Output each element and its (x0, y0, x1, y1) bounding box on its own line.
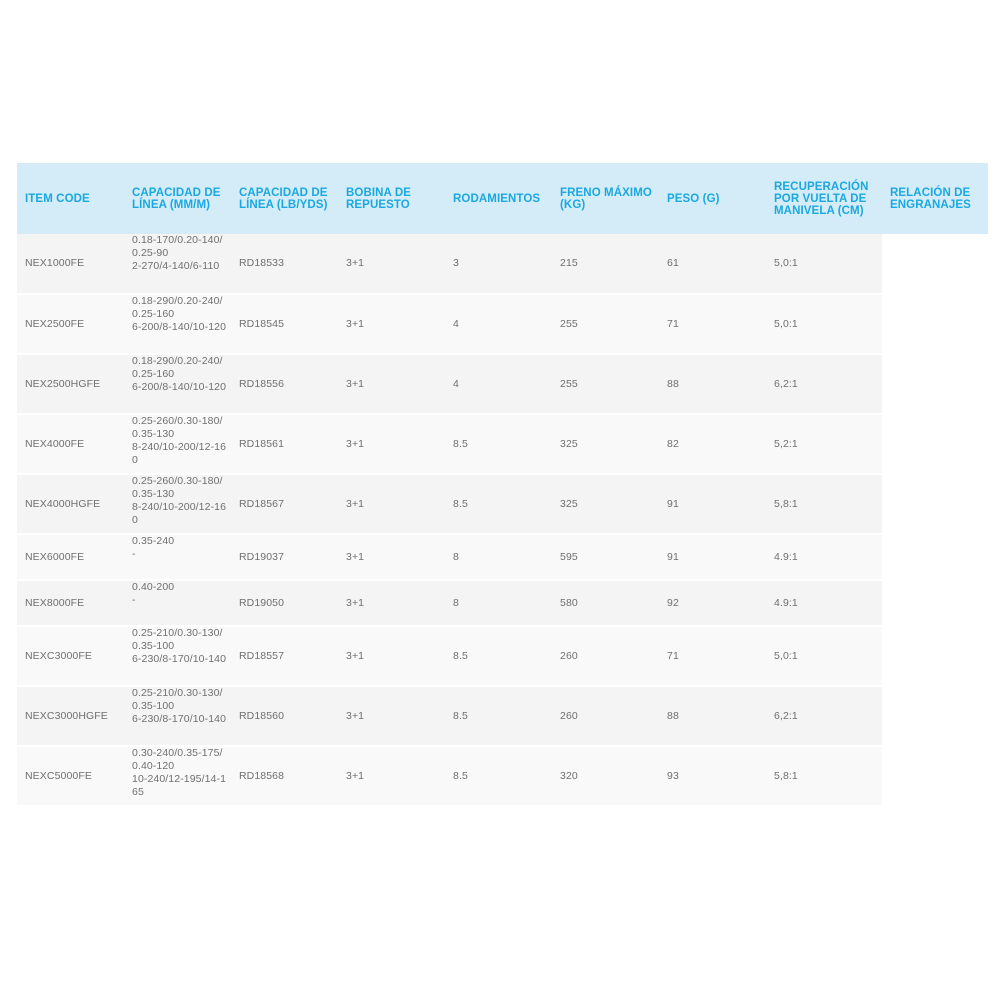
cell-bearings: 3+1 (346, 377, 365, 390)
cell-bearings: 3+1 (346, 497, 365, 510)
cell-spare-spool: RD18568 (239, 769, 285, 782)
cell-item-code: NEXC5000FE (25, 769, 92, 782)
cell-line-capacity-lb: - (132, 594, 136, 606)
cell-line-capacity-lb: 6-230/8-170/10-140 (132, 653, 227, 665)
cell-retrieve: 82 (667, 437, 679, 450)
cell-max-drag: 8.5 (453, 709, 468, 722)
cell-bearings: 3+1 (346, 257, 365, 269)
cell-weight: 260 (560, 649, 578, 662)
cell-gear-ratio: 4.9:1 (774, 550, 798, 563)
table-row (17, 294, 988, 354)
cell-line-capacity-lb: 8-240/10-200/12-160 (132, 501, 227, 526)
table-row (17, 234, 988, 294)
cell-line-capacity-mm: 0.25-210/0.30-130/0.35-100 (132, 687, 223, 712)
cell-max-drag: 4 (453, 317, 459, 330)
cell-gear-ratio: 5,2:1 (774, 437, 798, 450)
cell-weight: 260 (560, 709, 578, 722)
cell-retrieve: 61 (667, 257, 679, 269)
specifications-table (17, 163, 988, 807)
cell-bearings: 3+1 (346, 550, 365, 563)
cell-max-drag: 8 (453, 550, 459, 563)
cell-bearings: 3+1 (346, 769, 365, 782)
cell-gear-ratio: 6,2:1 (774, 377, 798, 390)
header-line-capacity-mm: CAPACIDAD DE LÍNEA (MM/M) (132, 186, 221, 211)
cell-spare-spool: RD18567 (239, 497, 285, 510)
cell-item-code: NEX2500HGFE (25, 377, 101, 390)
cell-spare-spool: RD19050 (239, 596, 285, 609)
cell-max-drag: 4 (453, 377, 459, 390)
table-row (17, 746, 988, 806)
cell-max-drag: 3 (453, 257, 459, 269)
table-row (17, 626, 988, 686)
cell-retrieve: 92 (667, 596, 679, 609)
cell-spare-spool: RD18545 (239, 317, 285, 330)
cell-gear-ratio: 6,2:1 (774, 709, 798, 722)
header-item-code: ITEM CODE (25, 192, 90, 205)
cell-line-capacity-lb: 2-270/4-140/6-110 (132, 260, 220, 272)
table-row (17, 414, 988, 474)
cell-line-capacity-lb: 6-230/8-170/10-140 (132, 713, 227, 725)
cell-gear-ratio: 5,0:1 (774, 257, 798, 269)
cell-max-drag: 8 (453, 596, 459, 609)
cell-weight: 580 (560, 596, 578, 609)
cell-bearings: 3+1 (346, 596, 365, 609)
table-header-row (17, 163, 988, 234)
cell-line-capacity-mm: 0.30-240/0.35-175/0.40-120 (132, 747, 223, 772)
table-row (17, 474, 988, 534)
cell-line-capacity-mm: 0.25-260/0.30-180/0.35-130 (132, 415, 223, 440)
cell-gear-ratio: 5,8:1 (774, 769, 798, 782)
cell-weight: 595 (560, 550, 578, 563)
cell-spare-spool: RD18561 (239, 437, 285, 450)
cell-line-capacity-mm: 0.25-260/0.30-180/0.35-130 (132, 475, 223, 500)
cell-retrieve: 88 (667, 377, 679, 390)
cell-item-code: NEXC3000FE (25, 649, 92, 662)
cell-item-code: NEX4000FE (25, 437, 85, 450)
cell-spare-spool: RD18556 (239, 377, 285, 390)
header-max-drag: FRENO MÁXIMO (KG) (560, 186, 652, 211)
cell-max-drag: 8.5 (453, 437, 468, 450)
table-row (17, 580, 988, 626)
cell-weight: 325 (560, 437, 578, 450)
cell-line-capacity-mm: 0.40-200 (132, 581, 175, 593)
cell-spare-spool: RD18533 (239, 257, 285, 269)
cell-retrieve: 71 (667, 649, 679, 662)
cell-gear-ratio: 5,8:1 (774, 497, 798, 510)
cell-bearings: 3+1 (346, 437, 365, 450)
cell-retrieve: 91 (667, 550, 679, 563)
cell-retrieve: 93 (667, 769, 679, 782)
cell-line-capacity-lb: 6-200/8-140/10-120 (132, 381, 227, 393)
cell-bearings: 3+1 (346, 317, 365, 330)
cell-weight: 255 (560, 377, 578, 390)
cell-weight: 320 (560, 769, 578, 782)
cell-line-capacity-mm: 0.18-170/0.20-140/0.25-90 (132, 234, 223, 259)
cell-spare-spool: RD18557 (239, 649, 285, 662)
cell-line-capacity-lb: 10-240/12-195/14-165 (132, 773, 227, 798)
cell-line-capacity-mm: 0.18-290/0.20-240/0.25-160 (132, 355, 223, 380)
cell-weight: 215 (560, 257, 578, 269)
cell-spare-spool: RD19037 (239, 550, 285, 563)
cell-bearings: 3+1 (346, 709, 365, 722)
header-spare-spool: BOBINA DE REPUESTO (346, 186, 412, 211)
cell-max-drag: 8.5 (453, 769, 468, 782)
cell-gear-ratio: 5,0:1 (774, 317, 798, 330)
cell-item-code: NEXC3000HGFE (25, 709, 108, 722)
cell-item-code: NEX1000FE (25, 257, 85, 269)
cell-retrieve: 71 (667, 317, 679, 330)
cell-retrieve: 88 (667, 709, 679, 722)
cell-line-capacity-lb: - (132, 548, 136, 560)
cell-item-code: NEX2500FE (25, 317, 85, 330)
header-gear-ratio: RELACIÓN DE ENGRANAJES (890, 186, 971, 211)
cell-item-code: NEX6000FE (25, 550, 85, 563)
cell-line-capacity-lb: 8-240/10-200/12-160 (132, 441, 227, 466)
table-row (17, 354, 988, 414)
cell-max-drag: 8.5 (453, 649, 468, 662)
cell-weight: 325 (560, 497, 578, 510)
table-row (17, 686, 988, 746)
cell-line-capacity-mm: 0.18-290/0.20-240/0.25-160 (132, 295, 223, 320)
cell-item-code: NEX4000HGFE (25, 497, 101, 510)
cell-line-capacity-mm: 0.25-210/0.30-130/0.35-100 (132, 627, 223, 652)
cell-line-capacity-mm: 0.35-240 (132, 535, 175, 547)
header-retrieve: RECUPERACIÓN POR VUELTA DE MANIVELA (CM) (774, 180, 869, 217)
table-row (17, 534, 988, 580)
cell-line-capacity-lb: 6-200/8-140/10-120 (132, 321, 227, 333)
cell-item-code: NEX8000FE (25, 596, 85, 609)
header-line-capacity-lb: CAPACIDAD DE LÍNEA (LB/YDS) (239, 186, 328, 211)
header-weight: PESO (G) (667, 192, 720, 205)
cell-bearings: 3+1 (346, 649, 365, 662)
cell-spare-spool: RD18560 (239, 709, 285, 722)
cell-gear-ratio: 4.9:1 (774, 596, 798, 609)
header-bearings: RODAMIENTOS (453, 192, 541, 205)
cell-gear-ratio: 5,0:1 (774, 649, 798, 662)
cell-retrieve: 91 (667, 497, 679, 510)
cell-max-drag: 8.5 (453, 497, 468, 510)
cell-weight: 255 (560, 317, 578, 330)
